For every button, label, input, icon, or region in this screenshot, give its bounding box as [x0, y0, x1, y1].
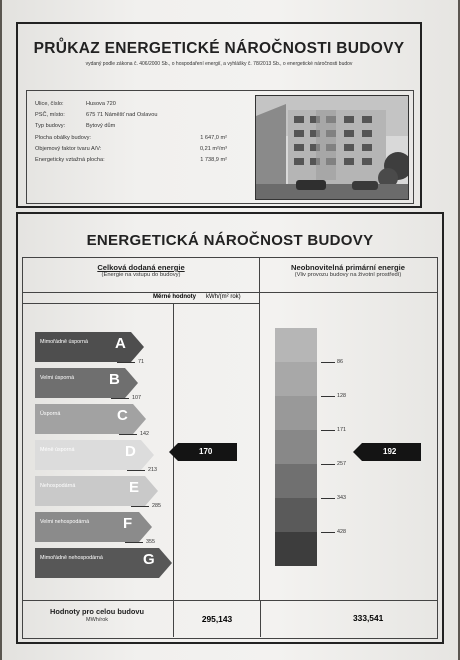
info-value: 0,21 [199, 145, 211, 152]
primary-limit-value: 86 [337, 359, 343, 365]
info-number [157, 157, 227, 163]
info-unit: m² [220, 134, 227, 141]
info-label: Ulice, číslo: [35, 101, 64, 107]
limit-arrow [321, 532, 335, 533]
info-row [35, 135, 255, 146]
energy-class-d [35, 440, 155, 470]
delivered-indicator-value: 170 [199, 447, 213, 456]
limit-arrow [127, 470, 145, 471]
energy-class-b [35, 368, 139, 398]
class-limit-value: 213 [148, 467, 157, 473]
totals-row [23, 600, 437, 639]
limit-arrow [111, 398, 129, 399]
info-value: 1 738,9 [200, 156, 219, 163]
class-limit-value: 107 [132, 395, 141, 401]
info-unit: m²/m³ [212, 145, 227, 152]
info-value: 1 647,0 [200, 134, 219, 141]
limit-arrow [321, 396, 335, 397]
info-row [35, 101, 255, 112]
totals-delivered-value: 295,143 [173, 601, 261, 637]
info-value: Husova 720 [86, 101, 116, 107]
energy-class-g [35, 548, 173, 578]
delivered-indicator [169, 443, 237, 466]
limit-arrow [131, 506, 149, 507]
energy-class-letter: B [109, 371, 120, 388]
energy-class-e [35, 476, 159, 506]
limit-arrow [321, 464, 335, 465]
energy-class-letter: F [123, 515, 133, 532]
unit-row [23, 292, 260, 304]
info-value: 675 71 Náměšť nad Oslavou [86, 112, 158, 119]
class-limit-value: 285 [152, 503, 161, 509]
energy-certificate-page [2, 0, 458, 660]
energy-class-letter: E [129, 479, 140, 496]
limit-arrow [321, 362, 335, 363]
primary-limit-value: 257 [337, 461, 346, 467]
primary-indicator-value: 192 [383, 447, 397, 456]
info-label: PSČ, místo: [35, 112, 65, 119]
measured-values-label: Měrné hodnoty [153, 294, 196, 300]
energy-class-c [35, 404, 147, 434]
limit-arrow [125, 542, 143, 543]
energy-class-name: Mimořádně úsporná [40, 339, 88, 345]
delivered-energy-header [23, 258, 260, 293]
energy-class-arrow [35, 332, 145, 362]
primary-limit-value: 343 [337, 495, 346, 501]
limit-arrow [117, 362, 135, 363]
delivered-energy-heading: Celková dodaná energie [97, 263, 185, 272]
energy-performance-frame [16, 212, 444, 644]
building-info-table [35, 101, 255, 168]
energy-class-name: Úsporná [40, 411, 61, 417]
info-unit: m² [220, 156, 227, 163]
energy-class-name: Mimořádně nehospodárná [40, 555, 103, 561]
info-label: Typ budovy: [35, 123, 66, 130]
class-limit-value: 71 [138, 359, 144, 365]
primary-scale-segment [275, 464, 317, 498]
info-label: Objemový faktor tvaru A/V: [35, 145, 102, 152]
primary-limit-value: 171 [337, 427, 346, 433]
primary-scale-segment [275, 396, 317, 430]
energy-class-arrow [35, 512, 153, 542]
energy-class-letter: C [117, 407, 128, 424]
primary-limit-value: 428 [337, 529, 346, 535]
primary-energy-subheading: (Vliv provozu budovy na životní prostředí) [294, 272, 402, 278]
info-label: Energeticky vztažná plocha: [35, 156, 105, 163]
energy-class-f [35, 512, 153, 542]
primary-scale-segment [275, 328, 317, 362]
energy-class-letter: A [115, 335, 126, 352]
primary-scale-segment [275, 532, 317, 566]
unit-label: kWh/(m² rok) [206, 294, 241, 300]
limit-arrow [321, 498, 335, 499]
totals-unit: MWh/rok [86, 617, 108, 623]
info-number [157, 146, 227, 152]
energy-class-letter: G [143, 551, 155, 568]
limit-arrow [119, 434, 137, 435]
certificate-subtitle: vydaný podle zákona č. 406/2000 Sb., o hospodaření energií, a vyhlášky č. 78/2013 Sb., o energetické náročnosti budov [85, 61, 353, 67]
building-info-box [26, 90, 414, 204]
info-number [157, 135, 227, 141]
primary-energy-header [259, 258, 437, 293]
section-title: ENERGETICKÁ NÁROČNOST BUDOVY [86, 232, 374, 249]
building-photo [255, 95, 409, 200]
energy-class-name: Velmi úsporná [40, 375, 75, 381]
certificate-title: PRŮKAZ ENERGETICKÉ NÁROČNOSTI BUDOVY [33, 40, 405, 57]
energy-class-arrow [35, 368, 139, 398]
energy-table [22, 257, 438, 639]
info-row [35, 157, 255, 168]
limit-arrow [321, 430, 335, 431]
building-photo-svg [256, 96, 408, 199]
primary-scale-segment [275, 430, 317, 464]
delivered-energy-subheading: (Energie na vstupu do budovy) [101, 272, 181, 278]
class-limit-value: 355 [146, 539, 155, 545]
info-value: Bytový dům [86, 123, 116, 130]
totals-label: Hodnoty pro celou budovu [49, 607, 145, 616]
primary-limit-value: 128 [337, 393, 346, 399]
energy-class-arrow [35, 476, 159, 506]
energy-class-name: Méně úsporná [40, 447, 75, 453]
totals-primary-value: 333,541 [353, 613, 384, 623]
info-row [35, 112, 255, 123]
energy-class-arrow [35, 404, 147, 434]
info-row [35, 123, 255, 134]
class-limit-value: 142 [140, 431, 149, 437]
energy-class-name: Nehospodárná [40, 483, 76, 489]
energy-class-name: Velmi nehospodárná [40, 519, 90, 525]
certificate-header-frame [16, 22, 422, 208]
column-divider [259, 292, 260, 600]
energy-class-a [35, 332, 145, 362]
energy-class-letter: D [125, 443, 136, 460]
info-row [35, 146, 255, 157]
energy-class-arrow [35, 440, 155, 470]
info-label: Plocha obálky budovy: [35, 134, 91, 141]
primary-energy-heading: Neobnovitelná primární energie [291, 263, 405, 272]
primary-indicator [353, 443, 421, 466]
primary-scale-segment [275, 362, 317, 396]
primary-scale-segment [275, 498, 317, 532]
